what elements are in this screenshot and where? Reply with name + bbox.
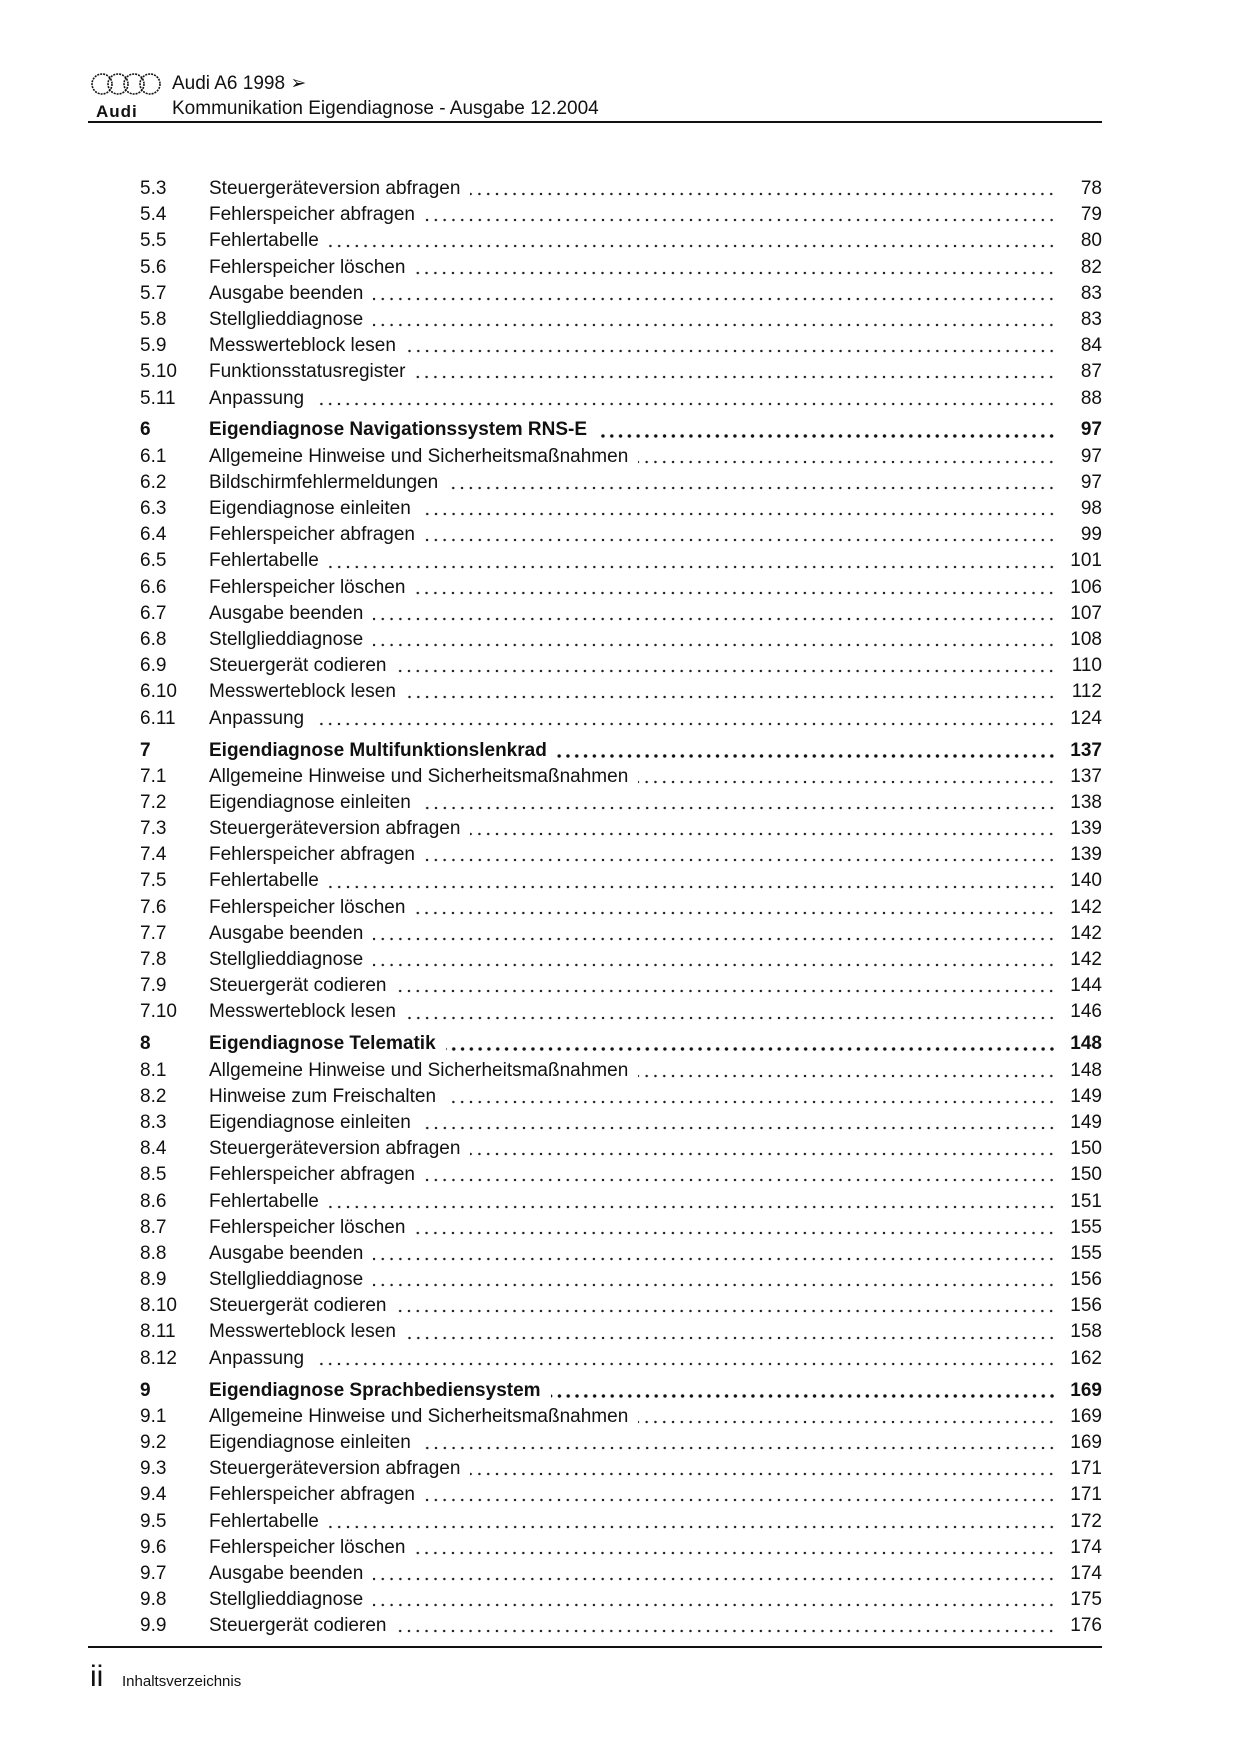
entry-title: Ausgabe beenden xyxy=(209,1242,364,1264)
header-divider xyxy=(88,121,1102,123)
dot-leader xyxy=(396,1629,1056,1633)
entry-page: 112 xyxy=(1071,681,1102,703)
entry-number: 6.4 xyxy=(140,524,167,546)
dot-leader xyxy=(425,858,1056,862)
toc-entry[interactable] xyxy=(140,333,1102,359)
entry-page: 99 xyxy=(1080,524,1102,546)
entry-title: Fehlerspeicher abfragen xyxy=(209,1164,415,1186)
entry-title: Allgemeine Hinweise und Sicherheitsmaßnahmen xyxy=(209,765,629,787)
dot-leader xyxy=(557,754,1056,758)
entry-page: 142 xyxy=(1070,949,1102,971)
entry-title: Messwerteblock lesen xyxy=(209,1001,396,1023)
entry-title: Fehlerspeicher löschen xyxy=(209,1536,406,1558)
toc-entry[interactable] xyxy=(140,281,1102,307)
toc-entry[interactable] xyxy=(140,1162,1102,1188)
entry-page: 83 xyxy=(1080,308,1102,330)
entry-page: 149 xyxy=(1070,1111,1102,1133)
dot-leader xyxy=(415,1551,1056,1555)
entry-title: Fehlerspeicher abfragen xyxy=(209,844,415,866)
toc-entry[interactable] xyxy=(140,764,1102,790)
entry-number: 9 xyxy=(140,1379,151,1401)
entry-title: Fehlertabelle xyxy=(209,230,319,252)
entry-number: 9.6 xyxy=(140,1536,167,1558)
entry-title: Allgemeine Hinweise und Sicherheitsmaßnahmen xyxy=(209,445,629,467)
entry-page: 78 xyxy=(1080,178,1102,199)
dot-leader xyxy=(597,434,1056,438)
entry-page: 97 xyxy=(1080,445,1102,467)
entry-number: 8.10 xyxy=(140,1295,177,1317)
entry-title: Fehlertabelle xyxy=(209,1190,319,1212)
entry-page: 108 xyxy=(1070,628,1102,650)
dot-leader xyxy=(396,669,1056,673)
dot-leader xyxy=(373,1603,1056,1607)
toc-entry[interactable] xyxy=(140,627,1102,653)
entry-number: 7.5 xyxy=(140,870,167,892)
entry-page: 83 xyxy=(1080,282,1102,304)
toc-entry[interactable] xyxy=(140,1084,1102,1110)
dot-leader xyxy=(448,486,1056,490)
entry-page: 155 xyxy=(1070,1242,1102,1264)
entry-number: 5.4 xyxy=(140,204,167,226)
entry-number: 7.3 xyxy=(140,818,167,840)
entry-number: 9.8 xyxy=(140,1589,167,1611)
toc-entry[interactable] xyxy=(140,706,1102,732)
toc-chapter-entry[interactable] xyxy=(140,1031,1102,1057)
toc-entry[interactable] xyxy=(140,1110,1102,1136)
entry-title: Fehlerspeicher abfragen xyxy=(209,524,415,546)
entry-number: 9.9 xyxy=(140,1615,167,1637)
entry-title: Allgemeine Hinweise und Sicherheitsmaßnahmen xyxy=(209,1059,629,1081)
toc-entry[interactable] xyxy=(140,307,1102,333)
entry-page: 150 xyxy=(1070,1138,1102,1160)
toc-entry[interactable] xyxy=(140,444,1102,470)
toc-chapter-entry[interactable] xyxy=(140,1378,1102,1404)
entry-title: Eigendiagnose Navigationssystem RNS-E xyxy=(209,419,587,441)
entry-title: Eigendiagnose einleiten xyxy=(209,791,411,813)
toc-entry[interactable] xyxy=(140,1136,1102,1162)
entry-page: 87 xyxy=(1080,361,1102,383)
entry-number: 8.7 xyxy=(140,1216,167,1238)
toc-entry[interactable] xyxy=(140,1509,1102,1535)
entry-page: 79 xyxy=(1080,204,1102,226)
dot-leader xyxy=(638,780,1056,784)
toc-entry[interactable] xyxy=(140,359,1102,385)
entry-number: 9.7 xyxy=(140,1562,167,1584)
entry-number: 6.11 xyxy=(140,707,176,729)
entry-title: Fehlertabelle xyxy=(209,1510,319,1532)
dot-leader xyxy=(406,695,1056,699)
toc-entry[interactable] xyxy=(140,575,1102,601)
entry-page: 138 xyxy=(1070,791,1102,813)
toc-entry[interactable] xyxy=(140,1267,1102,1293)
dot-leader xyxy=(425,538,1056,542)
entry-title: Messwerteblock lesen xyxy=(209,1321,396,1343)
toc-entry[interactable] xyxy=(140,921,1102,947)
entry-title: Steuergeräteversion abfragen xyxy=(209,1458,461,1480)
entry-number: 5.7 xyxy=(140,282,167,304)
entry-page: 98 xyxy=(1080,498,1102,520)
dot-leader xyxy=(396,989,1056,993)
toc-entry[interactable] xyxy=(140,653,1102,679)
entry-number: 6.2 xyxy=(140,471,167,493)
entry-title: Eigendiagnose einleiten xyxy=(209,1432,411,1453)
entry-number: 9.5 xyxy=(140,1510,167,1532)
toc-entry[interactable] xyxy=(140,1587,1102,1613)
entry-number: 7.2 xyxy=(140,791,167,813)
entry-number: 8.4 xyxy=(140,1138,167,1160)
dot-leader xyxy=(638,1420,1056,1424)
entry-number: 9.3 xyxy=(140,1458,167,1480)
toc-entry[interactable] xyxy=(140,522,1102,548)
entry-page: 171 xyxy=(1070,1458,1102,1480)
toc-entry[interactable] xyxy=(140,1613,1102,1639)
dot-leader xyxy=(470,1472,1056,1476)
entry-title: Stellglieddiagnose xyxy=(209,1589,364,1611)
toc-entry[interactable] xyxy=(140,548,1102,574)
entry-number: 7.4 xyxy=(140,844,167,866)
toc-entry[interactable] xyxy=(140,176,1102,202)
entry-number: 6.5 xyxy=(140,550,167,572)
entry-title: Hinweise zum Freischalten xyxy=(209,1085,437,1107)
toc-entry[interactable] xyxy=(140,1482,1102,1508)
toc-chapter-entry[interactable] xyxy=(140,738,1102,764)
entry-number: 8.12 xyxy=(140,1347,177,1369)
entry-title: Fehlerspeicher löschen xyxy=(209,576,406,598)
toc-entry[interactable] xyxy=(140,386,1102,412)
entry-title: Eigendiagnose Telematik xyxy=(209,1033,436,1055)
dot-leader xyxy=(470,832,1056,836)
dot-leader xyxy=(415,911,1056,915)
entry-title: Stellglieddiagnose xyxy=(209,949,364,971)
entry-number: 8.3 xyxy=(140,1111,167,1133)
dot-leader xyxy=(373,323,1056,327)
toc-entry[interactable] xyxy=(140,947,1102,973)
entry-page: 82 xyxy=(1080,256,1102,278)
toc-entry[interactable] xyxy=(140,999,1102,1025)
entry-number: 6 xyxy=(140,419,151,441)
entry-page: 139 xyxy=(1070,818,1102,840)
dot-leader xyxy=(373,643,1056,647)
toc-entry[interactable] xyxy=(140,255,1102,281)
entry-page: 142 xyxy=(1070,922,1102,944)
entry-title: Ausgabe beenden xyxy=(209,282,364,304)
entry-number: 7.8 xyxy=(140,949,167,971)
dot-leader xyxy=(470,192,1056,196)
entry-page: 137 xyxy=(1070,765,1102,787)
entry-title: Fehlerspeicher löschen xyxy=(209,256,406,278)
dot-leader xyxy=(329,1205,1056,1209)
entry-number: 5.6 xyxy=(140,256,167,278)
entry-page: 150 xyxy=(1070,1164,1102,1186)
entry-title: Eigendiagnose Multifunktionslenkrad xyxy=(209,739,547,761)
dot-leader xyxy=(329,885,1056,889)
entry-page: 139 xyxy=(1070,844,1102,866)
entry-page: 140 xyxy=(1070,870,1102,892)
toc-entry[interactable] xyxy=(140,973,1102,999)
entry-number: 8.9 xyxy=(140,1269,167,1291)
entry-page: 124 xyxy=(1070,707,1102,729)
entry-page: 169 xyxy=(1070,1405,1102,1427)
entry-number: 7.1 xyxy=(140,765,167,787)
dot-leader xyxy=(638,1074,1056,1078)
toc-entry[interactable] xyxy=(140,1058,1102,1084)
entry-number: 5.9 xyxy=(140,335,167,357)
entry-number: 5.8 xyxy=(140,308,167,330)
dot-leader xyxy=(425,1178,1056,1182)
entry-title: Fehlerspeicher abfragen xyxy=(209,204,415,226)
toc-entry[interactable] xyxy=(140,601,1102,627)
toc-entry[interactable] xyxy=(140,868,1102,894)
dot-leader xyxy=(373,297,1056,301)
entry-page: 175 xyxy=(1070,1589,1102,1611)
dot-leader xyxy=(314,722,1056,726)
dot-leader xyxy=(406,1336,1056,1340)
entry-page: 88 xyxy=(1080,387,1102,409)
entry-title: Steuergeräteversion abfragen xyxy=(209,818,461,840)
entry-number: 5.11 xyxy=(140,387,176,409)
toc-entry[interactable] xyxy=(140,790,1102,816)
entry-number: 7.9 xyxy=(140,975,167,997)
dot-leader xyxy=(551,1394,1056,1398)
entry-number: 8.5 xyxy=(140,1164,167,1186)
dot-leader xyxy=(314,1362,1056,1366)
entry-title: Steuergerät codieren xyxy=(209,655,387,677)
toc-entry[interactable] xyxy=(140,1535,1102,1561)
entry-title: Fehlerspeicher löschen xyxy=(209,1216,406,1238)
dot-leader xyxy=(373,963,1056,967)
entry-title: Messwerteblock lesen xyxy=(209,335,396,357)
entry-title: Funktionsstatusregister xyxy=(209,361,406,383)
entry-title: Stellglieddiagnose xyxy=(209,1269,364,1291)
entry-page: 162 xyxy=(1070,1347,1102,1369)
toc-entry[interactable] xyxy=(140,816,1102,842)
entry-number: 8.2 xyxy=(140,1085,167,1107)
entry-page: 151 xyxy=(1070,1190,1102,1212)
toc-entry[interactable] xyxy=(140,1293,1102,1319)
entry-page: 172 xyxy=(1070,1510,1102,1532)
entry-title: Fehlerspeicher löschen xyxy=(209,896,406,918)
entry-number: 6.6 xyxy=(140,576,167,598)
entry-page: 107 xyxy=(1070,602,1102,624)
entry-number: 7.10 xyxy=(140,1001,177,1023)
toc-entry[interactable] xyxy=(140,1319,1102,1345)
entry-page: 174 xyxy=(1070,1562,1102,1584)
dot-leader xyxy=(421,1446,1056,1450)
entry-title: Messwerteblock lesen xyxy=(209,681,396,703)
dot-leader xyxy=(406,1016,1056,1020)
toc-entry[interactable] xyxy=(140,1430,1102,1456)
entry-page: 169 xyxy=(1070,1379,1102,1401)
entry-page: 137 xyxy=(1070,739,1102,761)
entry-page: 156 xyxy=(1070,1295,1102,1317)
entry-title: Steuergerät codieren xyxy=(209,1615,387,1637)
toc-entry[interactable] xyxy=(140,1189,1102,1215)
entry-number: 9.4 xyxy=(140,1484,167,1506)
entry-page: 80 xyxy=(1080,230,1102,252)
entry-number: 5.10 xyxy=(140,361,177,383)
dot-leader xyxy=(406,349,1056,353)
entry-title: Eigendiagnose einleiten xyxy=(209,1111,411,1133)
toc-entry[interactable] xyxy=(140,1404,1102,1430)
entry-title: Ausgabe beenden xyxy=(209,922,364,944)
entry-number: 5.5 xyxy=(140,230,167,252)
dot-leader xyxy=(446,1100,1056,1104)
entry-title: Steuergerät codieren xyxy=(209,975,387,997)
entry-page: 148 xyxy=(1070,1059,1102,1081)
entry-title: Fehlertabelle xyxy=(209,870,319,892)
entry-page: 176 xyxy=(1070,1615,1102,1637)
dot-leader xyxy=(446,1047,1056,1051)
toc-entry[interactable] xyxy=(140,1215,1102,1241)
entry-number: 8.11 xyxy=(140,1321,176,1343)
entry-page: 106 xyxy=(1070,576,1102,598)
entry-page: 169 xyxy=(1070,1432,1102,1453)
entry-number: 6.3 xyxy=(140,498,167,520)
dot-leader xyxy=(470,1152,1056,1156)
entry-number: 8.8 xyxy=(140,1242,167,1264)
toc-entry[interactable] xyxy=(140,679,1102,705)
dot-leader xyxy=(373,1283,1056,1287)
page-number: ii xyxy=(90,1660,104,1693)
toc-entry[interactable] xyxy=(140,895,1102,921)
dot-leader xyxy=(329,1525,1056,1529)
entry-number: 7.7 xyxy=(140,922,167,944)
entry-page: 110 xyxy=(1071,655,1102,677)
entry-page: 84 xyxy=(1080,335,1102,357)
toc-entry[interactable] xyxy=(140,842,1102,868)
entry-number: 8 xyxy=(140,1033,151,1055)
entry-page: 97 xyxy=(1080,471,1102,493)
entry-title: Fehlerspeicher abfragen xyxy=(209,1484,415,1506)
entry-number: 5.3 xyxy=(140,178,167,199)
entry-page: 97 xyxy=(1080,419,1102,441)
dot-leader xyxy=(373,617,1056,621)
audi-rings-logo xyxy=(90,72,162,96)
entry-title: Fehlertabelle xyxy=(209,550,319,572)
entry-page: 146 xyxy=(1070,1001,1102,1023)
dot-leader xyxy=(373,1577,1056,1581)
entry-title: Anpassung xyxy=(209,387,305,409)
dot-leader xyxy=(373,1257,1056,1261)
entry-title: Stellglieddiagnose xyxy=(209,308,364,330)
footer-section-title: Inhaltsverzeichnis xyxy=(122,1673,242,1690)
toc-entry[interactable] xyxy=(140,496,1102,522)
dot-leader xyxy=(415,1231,1056,1235)
entry-page: 158 xyxy=(1070,1321,1102,1343)
dot-leader xyxy=(415,375,1056,379)
toc-chapter-entry[interactable] xyxy=(140,417,1102,443)
entry-number: 6.7 xyxy=(140,602,167,624)
dot-leader xyxy=(329,244,1056,248)
document-title: Audi A6 1998 ➢ xyxy=(172,73,307,94)
toc-entry[interactable] xyxy=(140,1346,1102,1372)
dot-leader xyxy=(396,1309,1056,1313)
entry-title: Anpassung xyxy=(209,707,305,729)
entry-number: 6.1 xyxy=(140,445,167,467)
entry-title: Bildschirmfehlermeldungen xyxy=(209,471,439,493)
dot-leader xyxy=(421,512,1056,516)
entry-number: 7 xyxy=(140,739,151,761)
entry-page: 142 xyxy=(1070,896,1102,918)
entry-page: 174 xyxy=(1070,1536,1102,1558)
toc-entry[interactable] xyxy=(140,1561,1102,1587)
entry-page: 156 xyxy=(1070,1269,1102,1291)
toc-entry[interactable] xyxy=(140,228,1102,254)
entry-number: 8.6 xyxy=(140,1190,167,1212)
dot-leader xyxy=(415,591,1056,595)
dot-leader xyxy=(421,1126,1056,1130)
table-of-contents xyxy=(140,176,1102,1640)
document-subtitle: Kommunikation Eigendiagnose - Ausgabe 12.2004 xyxy=(172,98,599,119)
dot-leader xyxy=(638,460,1056,464)
entry-page: 171 xyxy=(1070,1484,1102,1506)
entry-number: 6.8 xyxy=(140,628,167,650)
entry-number: 7.6 xyxy=(140,896,167,918)
toc-entry[interactable] xyxy=(140,470,1102,496)
entry-number: 6.10 xyxy=(140,681,177,703)
entry-title: Steuergeräteversion abfragen xyxy=(209,1138,461,1160)
entry-title: Eigendiagnose einleiten xyxy=(209,498,411,520)
entry-title: Anpassung xyxy=(209,1347,305,1369)
dot-leader xyxy=(425,1498,1056,1502)
entry-page: 144 xyxy=(1070,975,1102,997)
audi-wordmark: Audi xyxy=(96,102,138,121)
entry-number: 9.2 xyxy=(140,1432,167,1453)
toc-entry[interactable] xyxy=(140,1456,1102,1482)
entry-title: Eigendiagnose Sprachbediensystem xyxy=(209,1379,541,1401)
dot-leader xyxy=(373,937,1056,941)
entry-title: Steuergeräteversion abfragen xyxy=(209,178,461,199)
entry-title: Stellglieddiagnose xyxy=(209,628,364,650)
dot-leader xyxy=(415,271,1056,275)
footer-divider xyxy=(88,1646,1102,1648)
dot-leader xyxy=(425,218,1056,222)
entry-number: 9.1 xyxy=(140,1405,167,1427)
entry-page: 149 xyxy=(1070,1085,1102,1107)
entry-title: Ausgabe beenden xyxy=(209,1562,364,1584)
dot-leader xyxy=(421,806,1056,810)
entry-page: 148 xyxy=(1070,1033,1102,1055)
entry-number: 8.1 xyxy=(140,1059,167,1081)
toc-entry[interactable] xyxy=(140,202,1102,228)
entry-title: Ausgabe beenden xyxy=(209,602,364,624)
entry-page: 155 xyxy=(1070,1216,1102,1238)
toc-entry[interactable] xyxy=(140,1241,1102,1267)
entry-number: 6.9 xyxy=(140,655,167,677)
dot-leader xyxy=(329,565,1056,569)
dot-leader xyxy=(314,402,1056,406)
entry-page: 101 xyxy=(1070,550,1102,572)
entry-title: Steuergerät codieren xyxy=(209,1295,387,1317)
entry-title: Allgemeine Hinweise und Sicherheitsmaßnahmen xyxy=(209,1405,629,1427)
